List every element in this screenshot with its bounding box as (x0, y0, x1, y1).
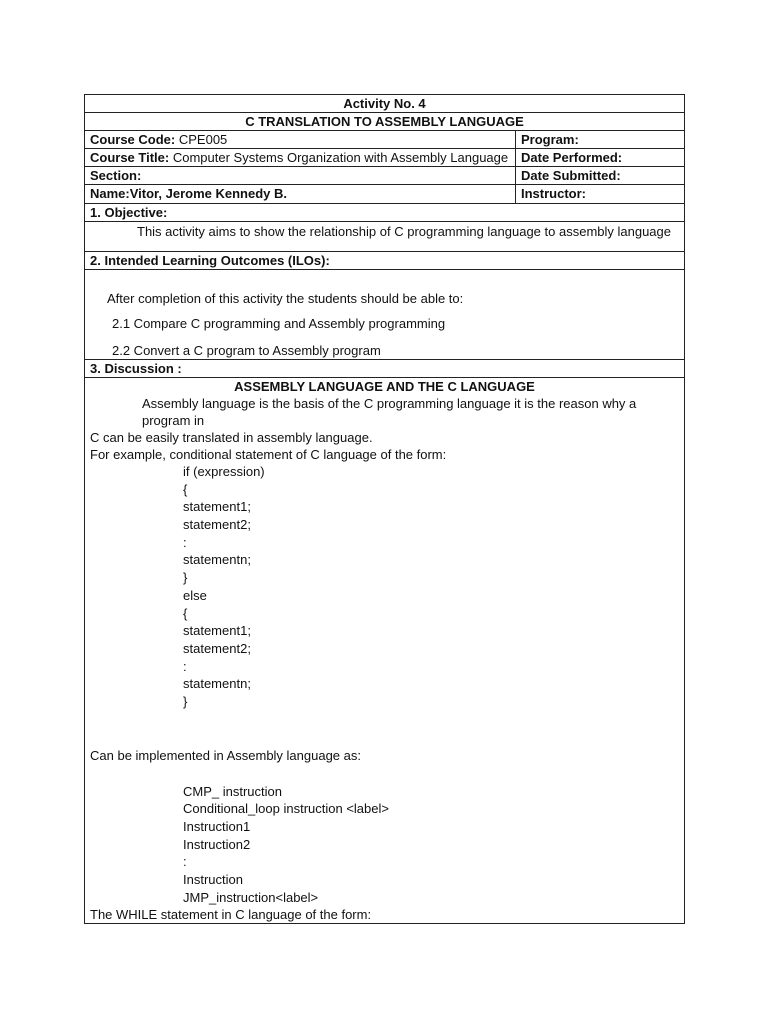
code-line: Instruction2 (183, 836, 251, 852)
asm-code-block (90, 783, 679, 907)
course-code-row (85, 131, 684, 149)
discussion-heading-row (85, 360, 684, 378)
code-line: statementn; (183, 676, 251, 692)
ilo-body (85, 270, 684, 360)
course-code-label: Course Code: (90, 132, 176, 147)
activity-number: Activity No. 4 (85, 95, 684, 113)
objective-heading-row (85, 204, 684, 222)
ilo-item-1: 2.1 Compare C programming and Assembly programming (112, 316, 446, 331)
code-line: : (183, 854, 187, 870)
discussion-heading: 3. Discussion : (90, 361, 182, 376)
code-line: statement1; (183, 623, 251, 639)
instructor-label: Instructor: (521, 186, 586, 201)
ilo-heading-row (85, 252, 684, 270)
code-line: JMP_instruction<label> (183, 889, 319, 905)
code-line: { (183, 605, 188, 621)
activity-sheet (84, 94, 685, 924)
course-code-value: CPE005 (178, 132, 228, 147)
name-row (85, 185, 684, 204)
code-line: Conditional_loop instruction <label> (183, 801, 389, 817)
date-performed-label: Date Performed: (521, 150, 623, 165)
code-line: } (183, 693, 188, 709)
code-line: Instruction1 (183, 819, 251, 834)
code-line: statement2; (183, 640, 251, 656)
course-title-value: Computer Systems Organization with Assembly Language (172, 150, 509, 165)
discussion-para-3: Can be implemented in Assembly language as: (90, 747, 361, 763)
code-line: statementn; (183, 552, 251, 568)
section-row (85, 167, 684, 185)
code-line: statement2; (183, 517, 251, 533)
code-line: CMP_ instruction (183, 783, 282, 799)
discussion-para-4: The WHILE statement in C language of the form: (90, 907, 372, 923)
code-line: : (183, 534, 187, 550)
code-line: else (183, 587, 207, 603)
code-line: { (183, 481, 188, 497)
discussion-subheading: ASSEMBLY LANGUAGE AND THE C LANGUAGE (234, 379, 535, 394)
code-line: : (183, 658, 187, 674)
objective-heading: 1. Objective: (90, 205, 168, 220)
program-label: Program: (521, 132, 579, 147)
objective-text: This activity aims to show the relationship of C programming language to assembly language (85, 222, 684, 252)
ilo-intro: After completion of this activity the students should be able to: (107, 291, 464, 306)
student-name: Name:Vitor, Jerome Kennedy B. (90, 186, 287, 201)
code-line: Instruction (183, 872, 243, 888)
discussion-para-1-line-2: C can be easily translated in assembly language. (90, 430, 373, 445)
code-line: } (183, 570, 188, 586)
c-code-block (90, 463, 679, 711)
discussion-para-2: For example, conditional statement of C language of the form: (90, 447, 447, 462)
section-label: Section: (90, 168, 142, 183)
ilo-heading: 2. Intended Learning Outcomes (ILOs): (90, 253, 330, 268)
date-submitted-label: Date Submitted: (521, 168, 621, 183)
ilo-item-2: 2.2 Convert a C program to Assembly program (112, 343, 381, 358)
code-line: if (expression) (183, 464, 265, 479)
discussion-body (85, 378, 684, 923)
code-line: statement1; (183, 499, 251, 515)
discussion-para-1-line-1: Assembly language is the basis of the C programming language it is the reason why a program in (142, 396, 637, 428)
course-title-row (85, 149, 684, 167)
course-title-label: Course Title: (90, 150, 170, 165)
activity-title: C TRANSLATION TO ASSEMBLY LANGUAGE (85, 113, 684, 131)
